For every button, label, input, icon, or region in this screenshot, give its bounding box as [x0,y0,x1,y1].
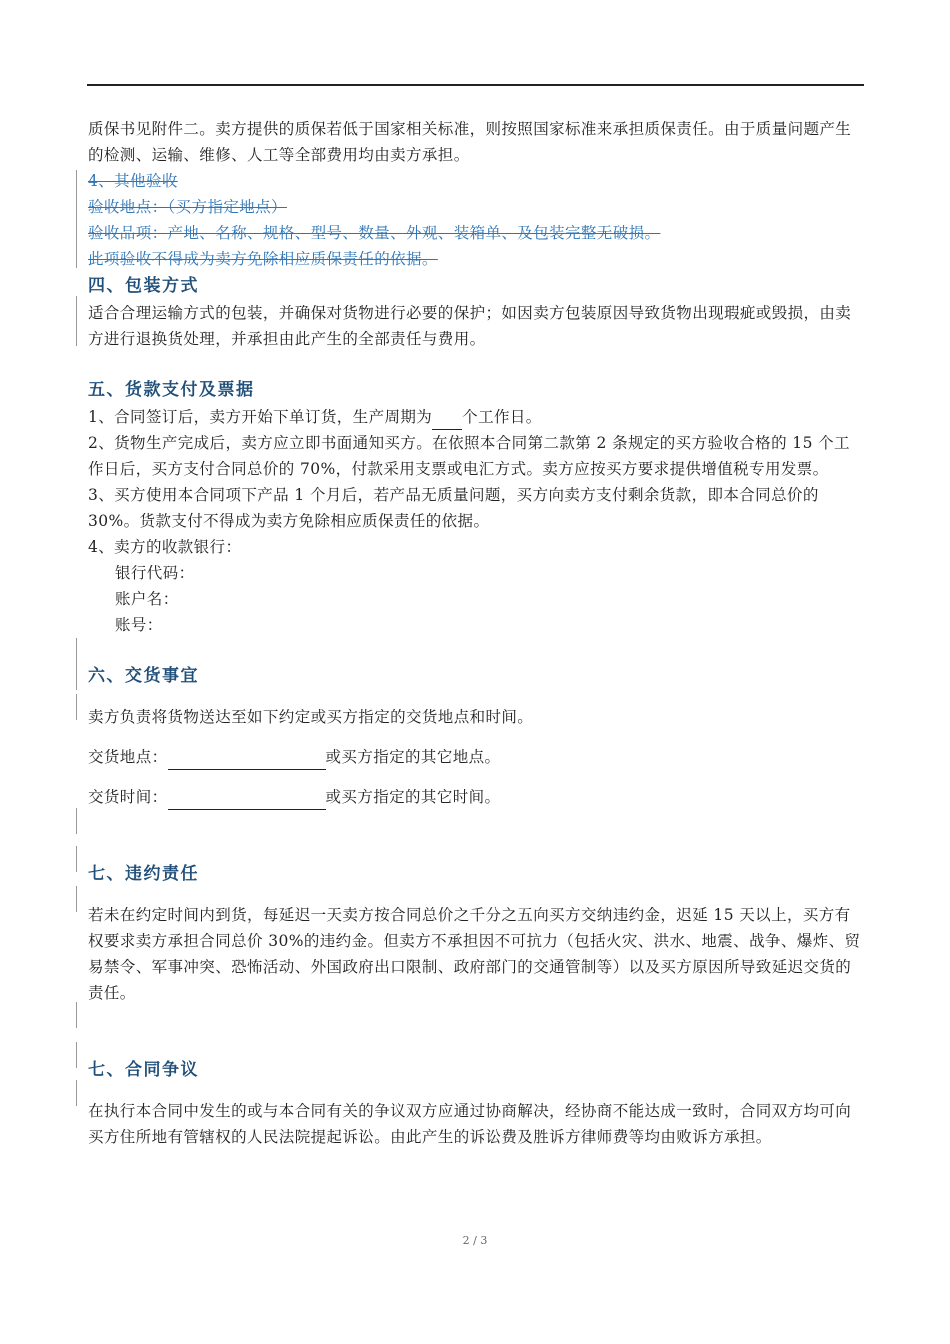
payment-item-1 [88,404,864,430]
revision-mark [76,296,77,346]
header-rule [87,84,864,86]
document-page [88,116,864,1150]
revision-mark [76,886,77,912]
revision-mark [76,1080,77,1106]
blank-delivery-place [168,751,326,770]
revision-mark [76,1002,77,1028]
payment-item-1-prefix: 1、合同签订后，卖方开始下单订货，生产周期为 [88,408,433,426]
struck-line: 4、其他验收 [88,172,178,190]
revision-mark [76,694,77,720]
payment-item-4: 4、卖方的收款银行： [88,538,242,556]
blank-delivery-time [168,791,326,810]
revision-mark [76,638,77,690]
payment-item-2: 2、货物生产完成后，卖方应立即书面通知买方。在依照本合同第二款第 2 条规定的买方验收合格的 15 个工作日后，买方支付合同总价的 70%，付款采用支票或电汇方式。卖方应按买方要求提供增值税专用发票。 [88,434,850,478]
delivery-place-label: 交货地点： [88,748,168,766]
breach-paragraph: 若未在约定时间内到货，每延迟一天卖方按合同总价之千分之五向买方交纳违约金，迟延 15 天以上，买方有权要求卖方承担合同总价 30%的违约金。但卖方不承担因不可抗力（包括火灾、洪水、地震、战争、爆炸、贸易禁令、军事冲突、恐怖活动、外国政府出口限制、政府部门的交通管制等）以及买方原因所导致延迟交货的责任。 [88,906,861,1002]
page-number: 2 / 3 [462,1234,488,1247]
delivery-time-label: 交货时间： [88,788,168,806]
blank-production-days [432,411,462,430]
struck-line: 验收品项：产地、名称、规格、型号、数量、外观、装箱单、及包装完整无破损。 [88,224,661,242]
carryover-paragraph: 质保书见附件二。卖方提供的质保若低于国家相关标准，则按照国家标准来承担质保责任。由于质量问题产生的检测、运输、维修、人工等全部费用均由卖方承担。 [88,120,852,164]
delivery-time-suffix: 或买方指定的其它时间。 [325,788,501,806]
account-name-line: 账户名： [115,590,179,608]
section-heading-packaging: 四、包装方式 [88,276,199,296]
revision-mark [76,846,77,872]
bank-code-line: 银行代码： [115,564,195,582]
struck-line: 此项验收不得成为卖方免除相应质保责任的依据。 [88,250,438,268]
struck-line: 验收地点：（买方指定地点） [88,198,287,216]
revision-mark [76,1042,77,1068]
packaging-paragraph: 适合合理运输方式的包装，并确保对货物进行必要的保护；如因卖方包装原因导致货物出现瑕疵或毁损，由卖方进行退换货处理，并承担由此产生的全部责任与费用。 [88,304,852,348]
section-heading-breach: 七、违约责任 [88,864,199,884]
dispute-paragraph: 在执行本合同中发生的或与本合同有关的争议双方应通过协商解决，经协商不能达成一致时，合同双方均可向买方住所地有管辖权的人民法院提起诉讼。由此产生的诉讼费及胜诉方律师费等均由败诉方承担。 [88,1102,852,1146]
section-heading-payment: 五、货款支付及票据 [88,380,255,400]
delivery-time-line [88,784,864,810]
section-heading-delivery: 六、交货事宜 [88,666,199,686]
section-heading-dispute: 七、合同争议 [88,1060,199,1080]
payment-item-1-suffix: 个工作日。 [462,408,542,426]
revision-mark [76,170,77,268]
payment-item-3: 3、买方使用本合同项下产品 1 个月后，若产品无质量问题，买方向卖方支付剩余货款，即本合同总价的 30%。货款支付不得成为卖方免除相应质保责任的依据。 [88,486,819,530]
delivery-place-suffix: 或买方指定的其它地点。 [325,748,501,766]
delivery-intro: 卖方负责将货物送达至如下约定或买方指定的交货地点和时间。 [88,708,534,726]
revision-mark [76,808,77,834]
account-number-line: 账号： [115,616,163,634]
delivery-place-line [88,744,864,770]
